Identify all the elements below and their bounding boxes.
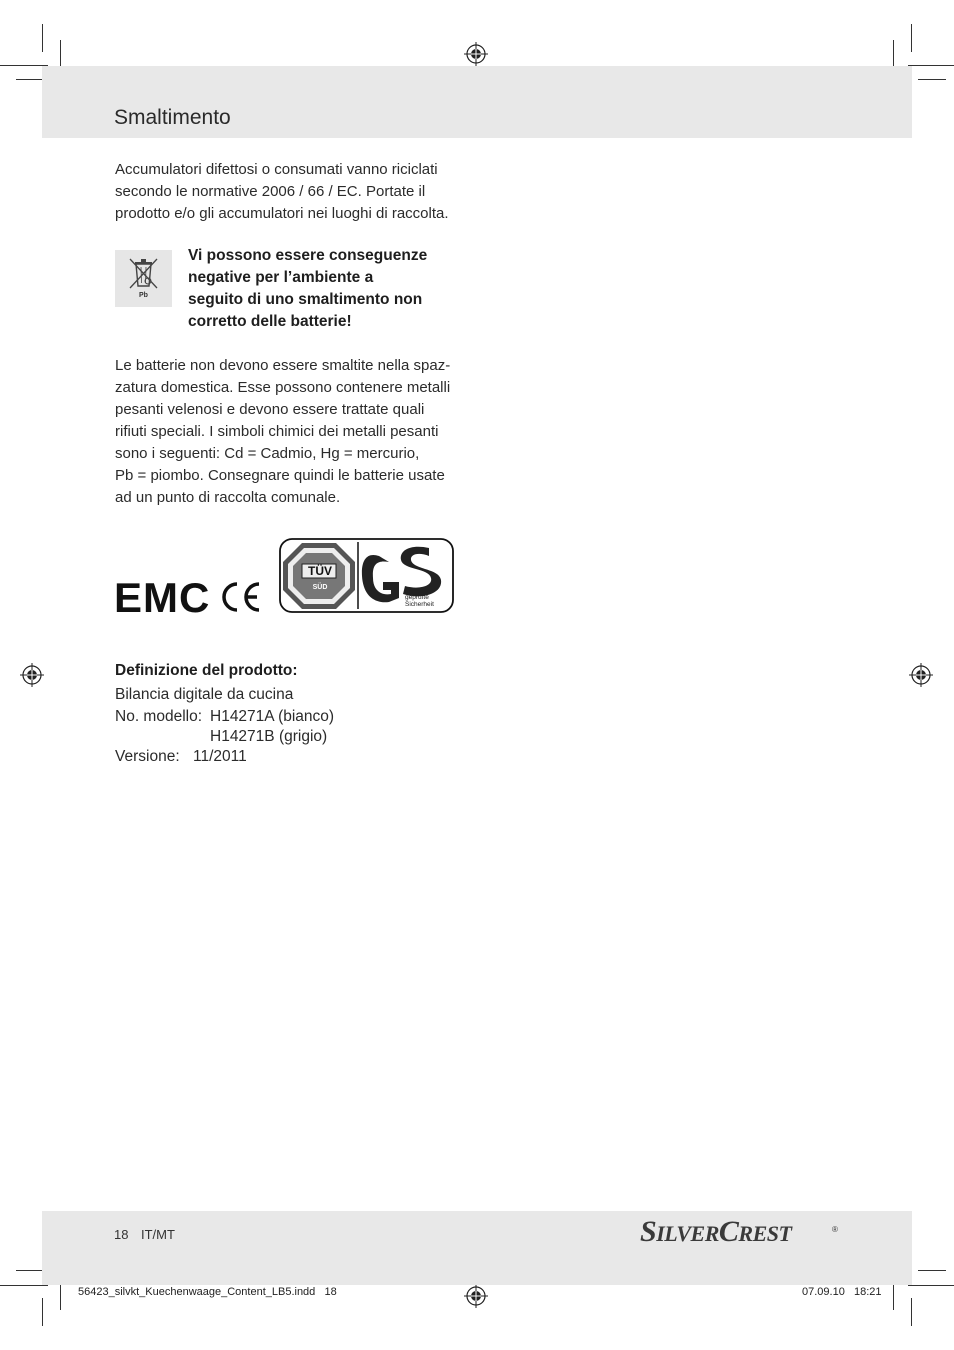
intro-paragraph: Accumulatori difettosi o consumati vanno riciclati secondo le normative 2006 / 66 / EC. Portate il prodotto e/o gli accumulatori nei luoghi di raccolta.	[115, 161, 449, 222]
slug-file: 56423_silvkt_Kuechenwaage_Content_LB5.indd 18	[78, 1286, 337, 1298]
paragraph-line: sono i seguenti: Cd = Cadmio, Hg = mercurio,	[115, 445, 420, 462]
slug-datetime: 07.09.10 18:21	[802, 1286, 882, 1298]
certification-marks	[279, 538, 454, 613]
emc-mark: EMC	[114, 574, 211, 621]
crop-mark	[908, 1285, 954, 1286]
registered-mark: ®	[832, 1225, 838, 1234]
definition-title: Definizione del prodotto:	[115, 662, 298, 679]
crop-mark	[0, 65, 48, 66]
registration-mark-icon	[464, 42, 488, 66]
version-label: Versione:	[115, 748, 180, 765]
sud-label: SÜD	[312, 584, 328, 591]
registration-mark-icon	[20, 663, 44, 687]
crop-mark	[893, 1282, 894, 1310]
page-title: Smaltimento	[114, 106, 231, 129]
paragraph-line: Le batterie non devono essere smaltite nella spaz-	[115, 357, 451, 374]
crop-mark	[0, 1285, 48, 1286]
language-code: IT/MT	[141, 1227, 175, 1242]
paragraph-line: ad un punto di raccolta comunale.	[115, 489, 341, 506]
gs-label	[405, 594, 434, 608]
crop-mark	[908, 65, 954, 66]
page-number: 18	[114, 1227, 129, 1242]
bin-label: Pb	[139, 292, 148, 299]
product-name: Bilancia digitale da cucina	[115, 686, 294, 703]
crop-mark	[42, 1298, 43, 1326]
brand-part: C	[718, 1215, 739, 1248]
model-label: No. modello:	[115, 708, 203, 725]
brand-part: S	[640, 1215, 657, 1248]
crop-mark	[911, 1298, 912, 1326]
warning-line: corretto delle batterie!	[188, 313, 352, 330]
gs-line: geprüfte	[405, 594, 429, 601]
warning-text	[188, 245, 478, 333]
crossed-bin-icon	[115, 250, 172, 307]
warning-line: Vi possono essere conseguenze	[188, 247, 428, 264]
paragraph-line: Pb = piombo. Consegnare quindi le batterie usate	[115, 467, 445, 484]
crop-mark	[918, 79, 946, 80]
version-value: 11/2011	[193, 748, 247, 765]
brand-part: REST	[738, 1221, 792, 1246]
battery-paragraph	[115, 355, 475, 509]
gs-line: Sicherheit	[405, 601, 434, 608]
brand-logo	[640, 1215, 791, 1249]
paragraph-line: rifiuti speciali. I simboli chimici dei metalli pesanti	[115, 423, 439, 440]
ce-mark-icon	[220, 580, 262, 614]
crop-mark	[16, 79, 44, 80]
crop-mark	[60, 1282, 61, 1310]
crop-mark	[911, 24, 912, 52]
crop-mark	[16, 1270, 44, 1271]
crop-mark	[60, 40, 61, 68]
registration-mark-icon	[909, 663, 933, 687]
registration-mark-icon	[464, 1284, 488, 1308]
model-1: H14271A (bianco)	[210, 708, 335, 725]
tuv-label: TÜV	[308, 564, 332, 578]
paragraph-line: zatura domestica. Esse possono contenere metalli	[115, 379, 451, 396]
crop-mark	[893, 40, 894, 68]
brand-part: ILVER	[656, 1221, 719, 1246]
warning-line: negative per l’ambiente a	[188, 269, 374, 286]
warning-line: seguito di uno smaltimento non	[188, 291, 423, 308]
crop-mark	[42, 24, 43, 52]
paragraph-line: pesanti velenosi e devono essere trattate quali	[115, 401, 425, 418]
model-2: H14271B (grigio)	[210, 728, 328, 745]
crop-mark	[918, 1270, 946, 1271]
